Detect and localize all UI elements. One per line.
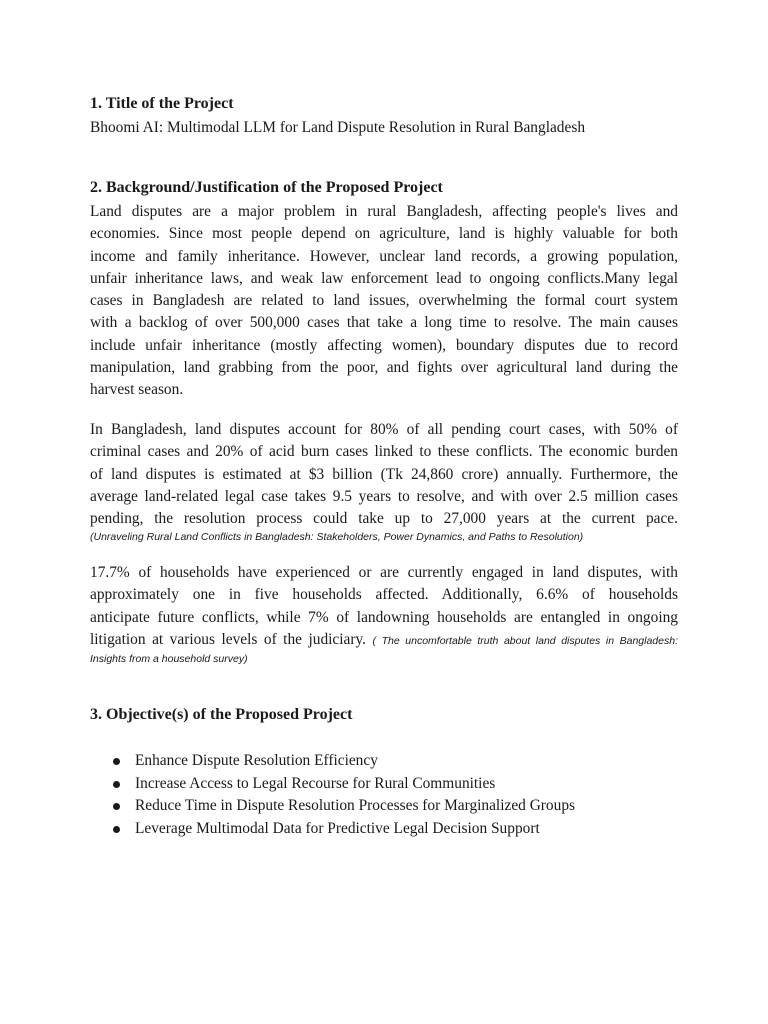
section-3-heading: 3. Objective(s) of the Proposed Project xyxy=(90,706,353,723)
text-line xyxy=(90,629,678,652)
background-paragraph-1 xyxy=(90,201,678,402)
citation: ( The uncomfortable truth about land disputes in Bangladesh: xyxy=(372,634,678,647)
list-item xyxy=(90,750,678,773)
bullet-icon xyxy=(113,803,120,810)
text-line: income and family inheritance. However, unclear land records, a growing population, xyxy=(90,247,678,265)
text-line: manipulation, land grabbing from the poor, and fights over agricultural land during the xyxy=(90,359,678,377)
text-line: harvest season. xyxy=(90,381,184,399)
text-line: average land-related legal case takes 9.5 years to resolve, and with over 2.5 million cases xyxy=(90,487,678,505)
list-item xyxy=(90,795,678,818)
background-paragraph-3 xyxy=(90,562,678,667)
text-line: economies. Since most people depend on agriculture, land is highly valuable for both xyxy=(90,225,678,243)
text-line: Land disputes are a major problem in rural Bangladesh, affecting people's lives and xyxy=(90,203,678,220)
text-line-end: litigation at various levels of the judiciary. xyxy=(90,630,367,648)
list-item xyxy=(90,773,678,796)
project-title-text: Bhoomi AI: Multimodal LLM for Land Dispute Resolution in Rural Bangladesh xyxy=(90,119,586,136)
text-line: with a backlog of over 500,000 cases that take a long time to resolve. The main causes xyxy=(90,314,678,332)
background-paragraph-2 xyxy=(90,419,678,545)
text-line: unfair inheritance laws, and weak law enforcement lead to ongoing conflicts.Many legal xyxy=(90,269,678,287)
text-line: approximately one in five households affected. Additionally, 6.6% of households xyxy=(90,586,678,604)
text-line: pending, the resolution process could take up to 27,000 years at the current pace. xyxy=(90,510,678,528)
objective-text: Leverage Multimodal Data for Predictive Legal Decision Support xyxy=(135,819,540,837)
text-line: anticipate future conflicts, while 7% of landowning households are entangled in ongoing xyxy=(90,608,678,626)
objective-text: Reduce Time in Dispute Resolution Processes for Marginalized Groups xyxy=(135,797,576,815)
bullet-icon xyxy=(113,781,120,788)
citation-continued: Insights from a household survey) xyxy=(90,653,248,666)
section-1-heading: 1. Title of the Project xyxy=(90,95,234,112)
list-item xyxy=(90,818,678,841)
citation: (Unraveling Rural Land Conflicts in Bangladesh: Stakeholders, Power Dynamics, and Paths to Resolution) xyxy=(90,531,584,544)
section-2-heading: 2. Background/Justification of the Proposed Project xyxy=(90,179,443,196)
text-line: criminal cases and 20% of acid burn cases linked to these conflicts. The economic burden xyxy=(90,443,678,461)
objective-text: Increase Access to Legal Recourse for Rural Communities xyxy=(135,774,496,792)
text-line: of land disputes is estimated at $3 billion (Tk 24,860 crore) annually. Furthermore, the xyxy=(90,465,678,483)
objective-text: Enhance Dispute Resolution Efficiency xyxy=(135,752,378,769)
project-title xyxy=(90,117,678,139)
text-line: cases in Bangladesh are related to land issues, overwhelming the formal court system xyxy=(90,292,678,310)
bullet-icon xyxy=(113,826,120,833)
text-line: 17.7% of households have experienced or are currently engaged in land disputes, with xyxy=(90,564,678,581)
text-line: In Bangladesh, land disputes account for 80% of all pending court cases, with 50% of xyxy=(90,421,678,438)
objectives-list xyxy=(90,750,678,840)
text-line: include unfair inheritance (mostly affecting women), boundary disputes due to record xyxy=(90,336,678,354)
bullet-icon xyxy=(113,758,120,765)
